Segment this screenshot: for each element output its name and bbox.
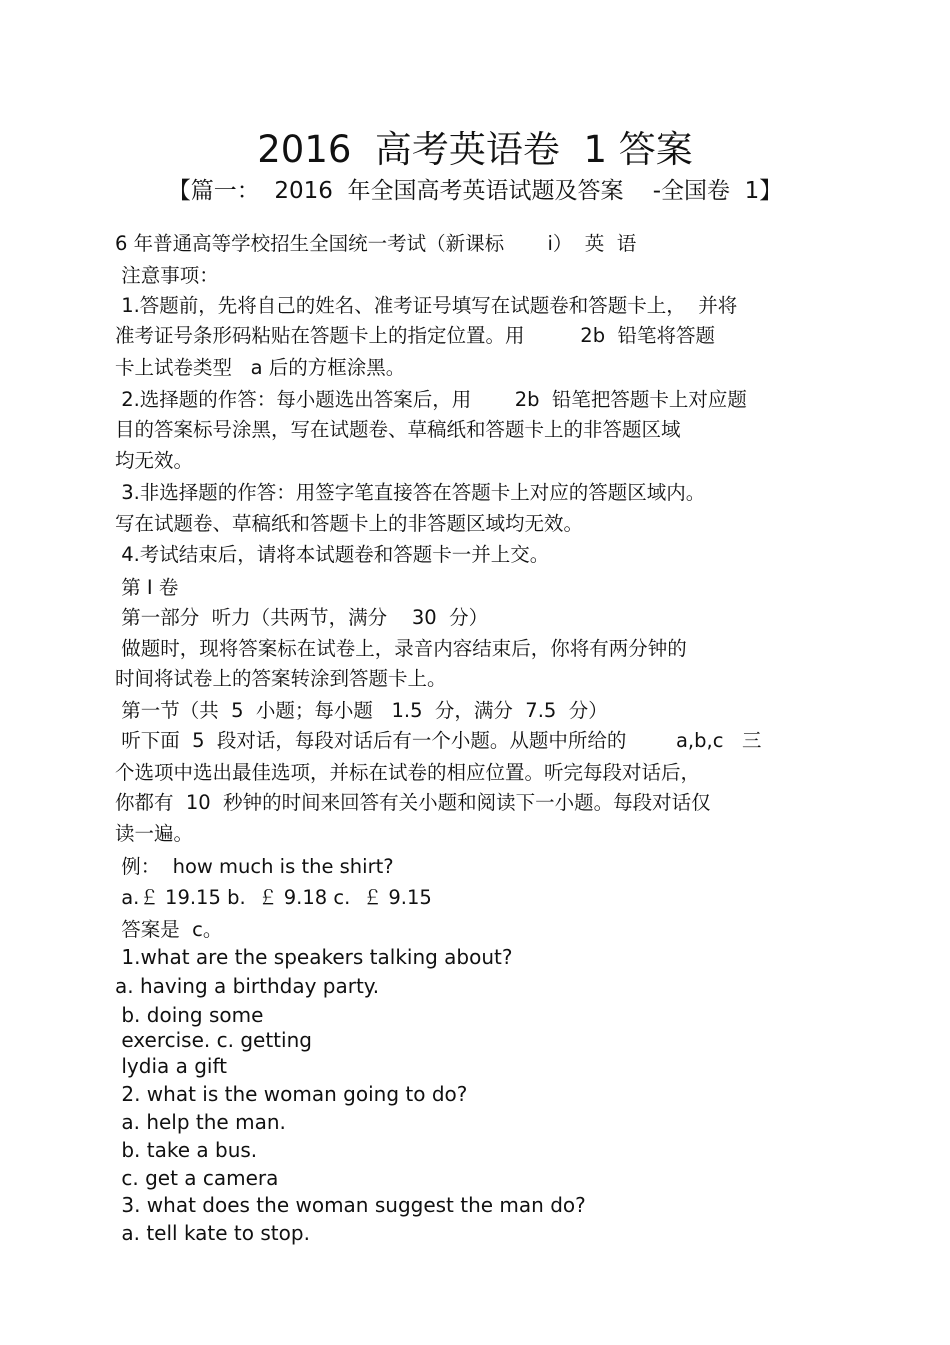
question-line: 2. what is the woman going to do? <box>115 1082 468 1106</box>
question-line: a. tell kate to stop. <box>115 1221 310 1245</box>
text-line: 准考证号条形码粘贴在答题卡上的指定位置。用 2b 铅笔将答题 <box>115 324 715 347</box>
text-line: 2.选择题的作答：每小题选出答案后，用 2b 铅笔把答题卡上对应题 <box>115 388 747 411</box>
text-line: 卡上试卷类型 a 后的方框涂黑。 <box>115 356 406 379</box>
text-line: 注意事项： <box>115 264 219 287</box>
question-line: a. having a birthday party. <box>115 974 380 998</box>
text-line: 6 年普通高等学校招生全国统一考试（新课标 i） 英 语 <box>115 232 637 255</box>
question-line: exercise. c. getting <box>115 1028 312 1052</box>
text-line: 3.非选择题的作答：用签字笔直接答在答题卡上对应的答题区域内。 <box>115 481 706 504</box>
text-line: 个选项中选出最佳选项，并标在试卷的相应位置。听完每段对话后， <box>115 761 701 784</box>
text-line: 1.答题前，先将自己的姓名、准考证号填写在试题卷和答题卡上， 并将 <box>115 294 738 317</box>
text-line: 答案是 c。 <box>115 918 223 941</box>
question-line: a. help the man. <box>115 1110 286 1134</box>
question-line: b. take a bus. <box>115 1138 258 1162</box>
text-line: 均无效。 <box>115 449 194 472</box>
question-line: lydia a gift <box>115 1054 228 1078</box>
text-line: 第一部分 听力（共两节，满分 30 分） <box>115 606 489 629</box>
document-subtitle: 【篇一： 2016 年全国高考英语试题及答案 -全国卷 1】 <box>167 178 783 204</box>
text-line: 4.考试结束后，请将本试题卷和答题卡一并上交。 <box>115 543 550 566</box>
question-line: 3. what does the woman suggest the man do? <box>115 1193 586 1217</box>
question-line: c. get a camera <box>115 1166 279 1190</box>
document-title: 2016 高考英语卷 1 答案 <box>257 128 693 171</box>
text-line: a.￡ 19.15 b. ￡ 9.18 c. ￡ 9.15 <box>115 886 432 909</box>
question-line: 1.what are the speakers talking about? <box>115 945 513 969</box>
text-line: 例： how much is the shirt? <box>115 855 394 878</box>
text-line: 听下面 5 段对话，每段对话后有一个小题。从题中所给的 a,b,c 三 <box>115 729 762 752</box>
text-line: 读一遍。 <box>115 822 194 845</box>
text-line: 写在试题卷、草稿纸和答题卡上的非答题区域均无效。 <box>115 512 584 535</box>
question-line: b. doing some <box>115 1003 264 1027</box>
text-line: 做题时，现将答案标在试卷上，录音内容结束后，你将有两分钟的 <box>115 637 687 660</box>
text-line: 第 I 卷 <box>115 576 179 599</box>
text-line: 时间将试卷上的答案转涂到答题卡上。 <box>115 667 447 690</box>
text-line: 目的答案标号涂黑，写在试题卷、草稿纸和答题卡上的非答题区域 <box>115 418 681 441</box>
text-line: 你都有 10 秒钟的时间来回答有关小题和阅读下一小题。每段对话仅 <box>115 791 711 814</box>
text-line: 第一节（共 5 小题；每小题 1.5 分，满分 7.5 分） <box>115 699 608 722</box>
